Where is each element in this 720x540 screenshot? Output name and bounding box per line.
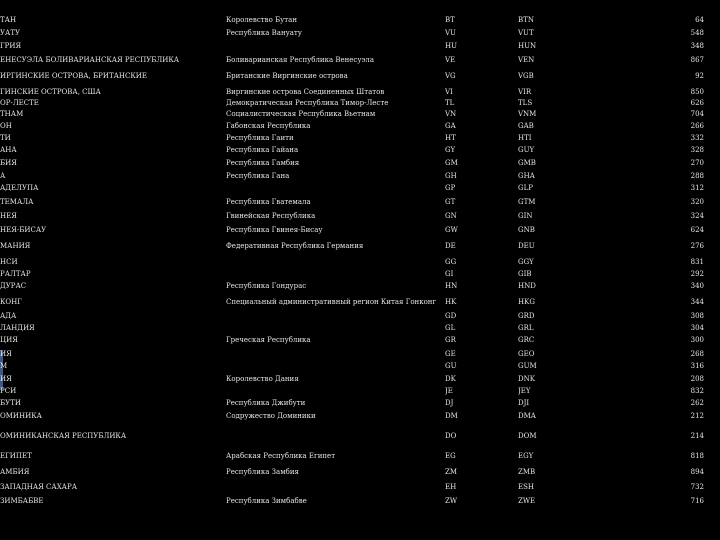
numeric-code: 92 [695,72,704,80]
country-short-name: НСИ [0,258,18,266]
alpha2-code: DJ [445,399,454,407]
alpha2-code: EG [445,452,456,460]
country-full-name: Республика Замбия [226,468,299,476]
alpha3-code: HKG [518,298,535,306]
alpha3-code: GRC [518,336,535,344]
country-short-name: ИРГИНСКИЕ ОСТРОВА, БРИТАНСКИЕ [0,72,147,80]
table-row [0,144,720,156]
alpha2-code: HK [445,298,457,306]
numeric-code: 344 [690,298,704,306]
numeric-code: 266 [690,122,704,130]
country-short-name: ЕНЕСУЭЛА БОЛИВАРИАНСКАЯ РЕСПУБЛИКА [0,56,180,64]
alpha2-code: DK [445,375,456,383]
alpha3-code: GIB [518,270,532,278]
table-row [0,170,720,182]
country-full-name: Габонская Республика [226,122,311,130]
alpha2-code: GT [445,198,456,206]
alpha2-code: HU [445,42,458,50]
numeric-code: 316 [690,362,704,370]
alpha3-code: VIR [518,88,532,96]
table-row [0,132,720,144]
country-short-name: ЛАНДИЯ [0,324,35,332]
alpha2-code: GA [445,122,456,130]
numeric-code: 324 [690,212,704,220]
numeric-code: 212 [690,412,704,420]
table-row [0,27,720,39]
country-short-name: ТАН [0,16,17,24]
table-row [0,466,720,478]
alpha2-code: GY [445,146,456,154]
country-short-name: А [0,172,6,180]
country-short-name: АДЕЛУПА [0,184,39,192]
country-short-name: ОМИНИКА [0,412,42,420]
country-full-name: Республика Гамбия [226,159,300,167]
table-row [0,182,720,194]
country-full-name: Арабская Республика Египет [226,452,336,460]
alpha3-code: BTN [518,16,534,24]
country-short-name: АНА [0,146,17,154]
numeric-code: 276 [690,242,704,250]
country-short-name: ГИНСКИЕ ОСТРОВА, США [0,88,101,96]
table-row [0,268,720,280]
country-short-name: ТЕМАЛА [0,198,34,206]
table-row [0,495,720,507]
table-row [0,481,720,493]
numeric-code: 832 [690,387,704,395]
numeric-code: 312 [690,184,704,192]
table-row [0,360,720,372]
country-full-name: Британские Виргинские острова [226,72,348,80]
table-row [0,210,720,222]
country-short-name: РАЛТАР [0,270,31,278]
country-full-name: Республика Вануату [226,29,302,37]
alpha3-code: DMA [518,412,536,420]
alpha2-code: HN [445,282,458,290]
alpha3-code: GUM [518,362,537,370]
country-full-name: Демократическая Республика Тимор-Лесте [226,99,389,107]
alpha2-code: GP [445,184,456,192]
table-row [0,256,720,268]
numeric-code: 308 [690,312,704,320]
country-short-name: РСИ [0,387,17,395]
country-full-name: Содружество Доминики [226,412,316,420]
table-row [0,70,720,82]
country-full-name: Социалистическая Республика Вьетнам [226,110,376,118]
numeric-code: 320 [690,198,704,206]
alpha3-code: VNM [518,110,537,118]
alpha2-code: DM [445,412,458,420]
country-short-name: КОНГ [0,298,22,306]
alpha2-code: JE [445,387,453,395]
numeric-code: 831 [690,258,704,266]
numeric-code: 262 [690,399,704,407]
country-full-name: Королевство Бутан [226,16,298,24]
country-short-name: БИЯ [0,159,17,167]
numeric-code: 704 [690,110,704,118]
alpha3-code: GUY [518,146,535,154]
alpha3-code: GMB [518,159,536,167]
country-short-name: ТИ [0,134,11,142]
alpha3-code: HND [518,282,536,290]
table-row [0,385,720,397]
country-short-name: ОР-ЛЕСТЕ [0,99,39,107]
table-row [0,334,720,346]
country-short-name: НЕЯ [0,212,17,220]
table-row [0,40,720,52]
table-row [0,120,720,132]
alpha2-code: DO [445,432,457,440]
table-row [0,196,720,208]
table-row [0,322,720,334]
alpha3-code: VGB [518,72,534,80]
country-full-name: Федеративная Республика Германия [226,242,364,250]
country-full-name: Республика Джибути [226,399,306,407]
numeric-code: 818 [690,452,704,460]
alpha2-code: GE [445,350,456,358]
alpha3-code: DJI [518,399,530,407]
country-short-name: ИЯ [0,350,12,358]
alpha3-code: DEU [518,242,535,250]
alpha3-code: HUN [518,42,537,50]
table-row [0,54,720,66]
country-full-name: Республика Гаити [226,134,294,142]
alpha2-code: GW [445,226,458,234]
numeric-code: 624 [690,226,704,234]
alpha3-code: HTI [518,134,532,142]
numeric-code: 332 [690,134,704,142]
numeric-code: 328 [690,146,704,154]
country-short-name: МАНИЯ [0,242,31,250]
alpha2-code: GR [445,336,456,344]
country-short-name: АМБИЯ [0,468,30,476]
alpha3-code: DNK [518,375,535,383]
country-full-name: Виргинские острова Соединенных Штатов [226,88,385,96]
numeric-code: 626 [690,99,704,107]
table-row [0,280,720,292]
alpha3-code: GRD [518,312,535,320]
numeric-code: 894 [690,468,704,476]
table-row [0,14,720,26]
numeric-code: 288 [690,172,704,180]
alpha3-code: ESH [518,483,535,491]
country-full-name: Республика Гана [226,172,290,180]
country-short-name: ОН [0,122,12,130]
table-row [0,373,720,385]
alpha2-code: GM [445,159,458,167]
alpha3-code: GRL [518,324,534,332]
country-full-name: Республика Зимбабве [226,497,307,505]
table-row [0,430,720,442]
country-short-name: ГРИЯ [0,42,22,50]
country-full-name: Греческая Республика [226,336,311,344]
country-full-name: Гвинейская Республика [226,212,316,220]
alpha2-code: ZM [445,468,458,476]
numeric-code: 304 [690,324,704,332]
country-short-name: ЦИЯ [0,336,18,344]
numeric-code: 867 [690,56,704,64]
alpha3-code: GLP [518,184,533,192]
alpha2-code: GD [445,312,457,320]
country-full-name: Республика Гондурас [226,282,307,290]
numeric-code: 270 [690,159,704,167]
table-row [0,108,720,120]
alpha3-code: ZWE [518,497,536,505]
alpha2-code: TL [445,99,455,107]
table-row [0,450,720,462]
country-short-name: ЗАПАДНАЯ САХАРА [0,483,77,491]
alpha3-code: GAB [518,122,534,130]
alpha2-code: GN [445,212,457,220]
alpha2-code: EH [445,483,457,491]
country-short-name: ЕГИПЕТ [0,452,32,460]
country-short-name: ДУРАС [0,282,27,290]
numeric-code: 716 [690,497,704,505]
country-short-name: НЕЯ-БИСАУ [0,226,47,234]
country-short-name: АДА [0,312,17,320]
numeric-code: 300 [690,336,704,344]
alpha3-code: GNB [518,226,535,234]
numeric-code: 268 [690,350,704,358]
alpha3-code: VEN [518,56,535,64]
country-short-name: БУТИ [0,399,21,407]
table-row [0,157,720,169]
country-short-name: ЗИМБАБВЕ [0,497,44,505]
alpha3-code: GTM [518,198,536,206]
alpha3-code: GGY [518,258,534,266]
numeric-code: 348 [690,42,704,50]
numeric-code: 214 [690,432,704,440]
country-full-name: Республика Гайана [226,146,299,154]
country-short-name: ОМИНИКАНСКАЯ РЕСПУБЛИКА [0,432,127,440]
alpha2-code: VN [445,110,457,118]
numeric-code: 732 [690,483,704,491]
alpha3-code: GEO [518,350,535,358]
table-row [0,348,720,360]
table-row [0,224,720,236]
country-short-name: УАТУ [0,29,21,37]
alpha2-code: GI [445,270,454,278]
alpha3-code: EGY [518,452,534,460]
alpha2-code: HT [445,134,456,142]
alpha3-code: GIN [518,212,533,220]
country-full-name: Республика Гватемала [226,198,311,206]
alpha2-code: GU [445,362,457,370]
alpha2-code: GL [445,324,456,332]
alpha3-code: DOM [518,432,537,440]
numeric-code: 850 [690,88,704,96]
numeric-code: 292 [690,270,704,278]
table-row [0,240,720,252]
alpha2-code: GH [445,172,457,180]
country-short-name: М [0,362,8,370]
table-row [0,296,720,308]
country-full-name: Специальный административный регион Китая Гонконг [226,298,437,306]
country-short-name: ИЯ [0,375,12,383]
country-full-name: Королевство Дания [226,375,299,383]
alpha2-code: VG [445,72,456,80]
alpha3-code: JEY [518,387,531,395]
alpha3-code: GHA [518,172,535,180]
alpha2-code: ZW [445,497,458,505]
numeric-code: 64 [695,16,704,24]
country-full-name: Боливарианская Республика Венесуэла [226,56,375,64]
numeric-code: 340 [690,282,704,290]
numeric-code: 548 [690,29,704,37]
numeric-code: 208 [690,375,704,383]
alpha2-code: DE [445,242,456,250]
alpha2-code: BT [445,16,455,24]
country-short-name: ТНАМ [0,110,24,118]
alpha2-code: VE [445,56,456,64]
alpha2-code: VU [445,29,456,37]
table-row [0,310,720,322]
alpha2-code: VI [445,88,453,96]
alpha3-code: ZMB [518,468,536,476]
table-row [0,410,720,422]
alpha2-code: GG [445,258,457,266]
alpha3-code: TLS [518,99,533,107]
alpha3-code: VUT [518,29,534,37]
table-row [0,397,720,409]
country-full-name: Республика Гвинея-Бисау [226,226,323,234]
